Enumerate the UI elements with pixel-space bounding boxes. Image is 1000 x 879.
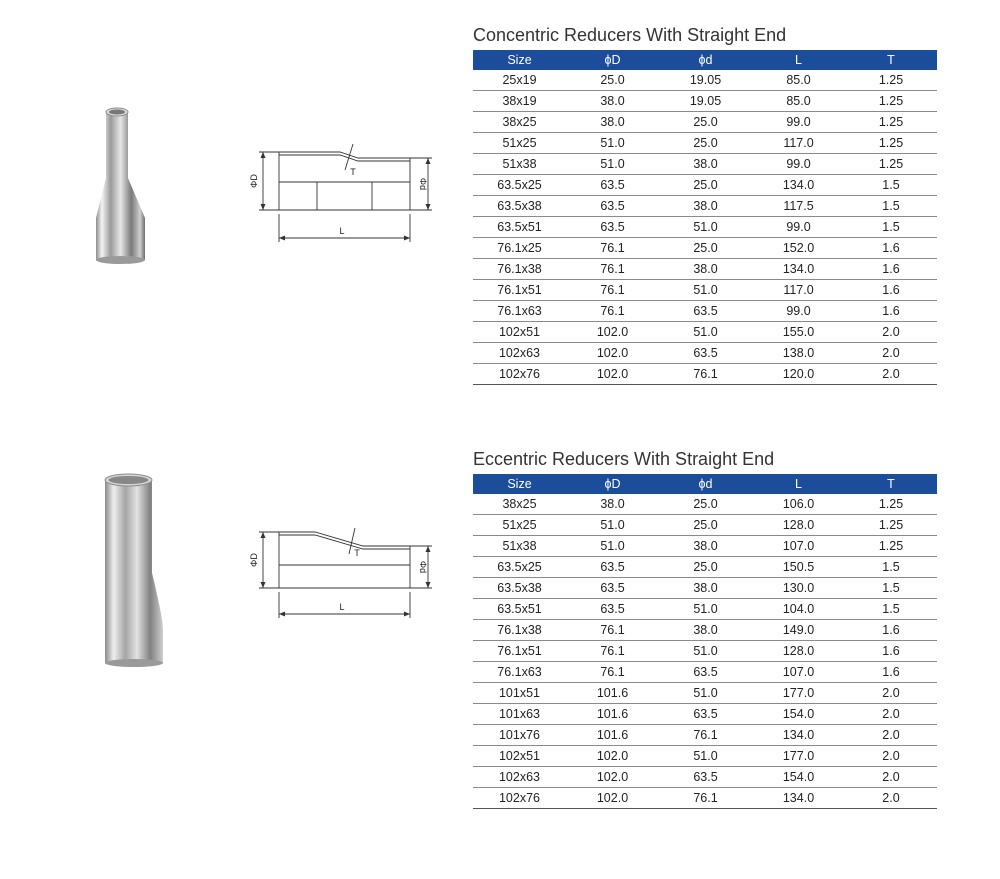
size-cell: 76.1x38	[473, 259, 566, 280]
table-row	[473, 725, 937, 746]
table-row	[473, 238, 937, 259]
size-cell: 102x76	[473, 364, 566, 385]
table-row	[473, 515, 937, 536]
length-cell: 106.0	[752, 494, 845, 515]
table-row	[473, 599, 937, 620]
concentric-title: Concentric Reducers With Straight End	[473, 25, 787, 45]
thickness-cell: 1.6	[845, 641, 937, 662]
outer-diameter-cell: 63.5	[566, 175, 659, 196]
inner-diameter-cell: 19.05	[659, 70, 752, 91]
outer-diameter-cell: 101.6	[566, 683, 659, 704]
thickness-cell: 1.25	[845, 70, 937, 91]
inner-diameter-cell: 25.0	[659, 175, 752, 196]
thickness-cell: 1.6	[845, 620, 937, 641]
length-cell: 134.0	[752, 259, 845, 280]
table-row	[473, 217, 937, 238]
outer-diameter-cell: 76.1	[566, 620, 659, 641]
size-cell: 102x51	[473, 322, 566, 343]
thickness-cell: 1.25	[845, 91, 937, 112]
outer-diameter-cell: 101.6	[566, 725, 659, 746]
column-header-inner-diameter: ϕd	[659, 50, 752, 70]
thickness-cell: 2.0	[845, 322, 937, 343]
outer-diameter-cell: 63.5	[566, 196, 659, 217]
length-cell: 99.0	[752, 112, 845, 133]
thickness-cell: 1.25	[845, 154, 937, 175]
outer-diameter-cell: 102.0	[566, 343, 659, 364]
thickness-cell: 2.0	[845, 725, 937, 746]
length-cell: 134.0	[752, 788, 845, 809]
length-cell: 134.0	[752, 175, 845, 196]
size-cell: 63.5x38	[473, 196, 566, 217]
inner-diameter-cell: 51.0	[659, 746, 752, 767]
column-header-outer-diameter: ϕD	[566, 474, 659, 494]
length-cell: 99.0	[752, 217, 845, 238]
thickness-cell: 1.5	[845, 196, 937, 217]
outer-diameter-cell: 76.1	[566, 280, 659, 301]
table-row	[473, 683, 937, 704]
outer-diameter-cell: 102.0	[566, 746, 659, 767]
column-header-length: L	[752, 474, 845, 494]
length-cell: 117.0	[752, 280, 845, 301]
outer-diameter-cell: 101.6	[566, 704, 659, 725]
length-cell: 117.5	[752, 196, 845, 217]
inner-diameter-cell: 25.0	[659, 238, 752, 259]
thickness-cell: 2.0	[845, 746, 937, 767]
inner-diameter-cell: 51.0	[659, 217, 752, 238]
inner-diameter-cell: 38.0	[659, 536, 752, 557]
inner-diameter-cell: 38.0	[659, 154, 752, 175]
table-row	[473, 133, 937, 154]
outer-diameter-cell: 38.0	[566, 112, 659, 133]
thickness-cell: 2.0	[845, 788, 937, 809]
size-cell: 51x38	[473, 154, 566, 175]
length-cell: 128.0	[752, 515, 845, 536]
size-cell: 101x63	[473, 704, 566, 725]
eccentric-reducer-photo	[95, 468, 180, 668]
outer-diameter-cell: 25.0	[566, 70, 659, 91]
thickness-cell: 1.6	[845, 259, 937, 280]
eccentric-title: Eccentric Reducers With Straight End	[473, 449, 775, 469]
length-cell: 149.0	[752, 620, 845, 641]
outer-diameter-cell: 63.5	[566, 599, 659, 620]
table-row	[473, 343, 937, 364]
table-row	[473, 322, 937, 343]
inner-diameter-cell: 51.0	[659, 683, 752, 704]
size-cell: 102x63	[473, 343, 566, 364]
thickness-cell: 2.0	[845, 683, 937, 704]
table-row	[473, 746, 937, 767]
size-cell: 63.5x51	[473, 217, 566, 238]
outer-diameter-cell: 76.1	[566, 301, 659, 322]
thickness-cell: 2.0	[845, 767, 937, 788]
concentric-reducer-photo	[90, 100, 170, 265]
table-row	[473, 301, 937, 322]
table-row	[473, 641, 937, 662]
table-row	[473, 494, 937, 515]
concentric-phi-D-label: ΦD	[249, 174, 259, 188]
concentric-L-label: L	[339, 226, 345, 236]
inner-diameter-cell: 63.5	[659, 767, 752, 788]
outer-diameter-cell: 102.0	[566, 322, 659, 343]
outer-diameter-cell: 51.0	[566, 536, 659, 557]
eccentric-phi-d-label: Φd	[418, 560, 428, 574]
size-cell: 102x51	[473, 746, 566, 767]
inner-diameter-cell: 63.5	[659, 301, 752, 322]
column-header-size: Size	[473, 50, 566, 70]
table-row	[473, 196, 937, 217]
inner-diameter-cell: 51.0	[659, 599, 752, 620]
length-cell: 138.0	[752, 343, 845, 364]
length-cell: 120.0	[752, 364, 845, 385]
inner-diameter-cell: 63.5	[659, 343, 752, 364]
size-cell: 76.1x51	[473, 641, 566, 662]
length-cell: 85.0	[752, 91, 845, 112]
length-cell: 177.0	[752, 683, 845, 704]
length-cell: 154.0	[752, 704, 845, 725]
table-row	[473, 70, 937, 91]
outer-diameter-cell: 76.1	[566, 259, 659, 280]
column-header-outer-diameter: ϕD	[566, 50, 659, 70]
thickness-cell: 1.5	[845, 557, 937, 578]
inner-diameter-cell: 25.0	[659, 133, 752, 154]
size-cell: 38x25	[473, 494, 566, 515]
length-cell: 104.0	[752, 599, 845, 620]
inner-diameter-cell: 76.1	[659, 364, 752, 385]
outer-diameter-cell: 38.0	[566, 91, 659, 112]
inner-diameter-cell: 25.0	[659, 112, 752, 133]
size-cell: 25x19	[473, 70, 566, 91]
size-cell: 101x76	[473, 725, 566, 746]
thickness-cell: 1.6	[845, 301, 937, 322]
size-cell: 51x25	[473, 133, 566, 154]
inner-diameter-cell: 38.0	[659, 578, 752, 599]
size-cell: 76.1x63	[473, 662, 566, 683]
thickness-cell: 2.0	[845, 343, 937, 364]
table-row	[473, 578, 937, 599]
column-header-thickness: T	[845, 50, 937, 70]
table-header-row	[473, 474, 937, 494]
thickness-cell: 1.25	[845, 494, 937, 515]
thickness-cell: 2.0	[845, 364, 937, 385]
eccentric-T-label: T	[354, 548, 360, 558]
inner-diameter-cell: 51.0	[659, 280, 752, 301]
outer-diameter-cell: 51.0	[566, 154, 659, 175]
length-cell: 134.0	[752, 725, 845, 746]
size-cell: 101x51	[473, 683, 566, 704]
column-header-thickness: T	[845, 474, 937, 494]
thickness-cell: 1.5	[845, 175, 937, 196]
size-cell: 63.5x38	[473, 578, 566, 599]
inner-diameter-cell: 38.0	[659, 196, 752, 217]
outer-diameter-cell: 76.1	[566, 238, 659, 259]
outer-diameter-cell: 102.0	[566, 788, 659, 809]
outer-diameter-cell: 38.0	[566, 494, 659, 515]
table-row	[473, 788, 937, 809]
size-cell: 63.5x51	[473, 599, 566, 620]
concentric-section	[0, 0, 1000, 420]
size-cell: 51x38	[473, 536, 566, 557]
size-cell: 76.1x63	[473, 301, 566, 322]
concentric-reducer-drawing	[245, 130, 445, 245]
eccentric-section	[0, 440, 1000, 879]
thickness-cell: 1.6	[845, 280, 937, 301]
inner-diameter-cell: 38.0	[659, 620, 752, 641]
thickness-cell: 2.0	[845, 704, 937, 725]
length-cell: 117.0	[752, 133, 845, 154]
table-row	[473, 259, 937, 280]
thickness-cell: 1.25	[845, 536, 937, 557]
column-header-length: L	[752, 50, 845, 70]
inner-diameter-cell: 76.1	[659, 788, 752, 809]
column-header-size: Size	[473, 474, 566, 494]
table-row	[473, 364, 937, 385]
concentric-phi-d-label: Φd	[418, 177, 428, 191]
inner-diameter-cell: 25.0	[659, 557, 752, 578]
thickness-cell: 1.25	[845, 133, 937, 154]
size-cell: 38x19	[473, 91, 566, 112]
length-cell: 155.0	[752, 322, 845, 343]
thickness-cell: 1.6	[845, 662, 937, 683]
eccentric-phi-D-label: ΦD	[249, 553, 259, 567]
length-cell: 99.0	[752, 154, 845, 175]
table-row	[473, 704, 937, 725]
size-cell: 76.1x38	[473, 620, 566, 641]
outer-diameter-cell: 102.0	[566, 364, 659, 385]
inner-diameter-cell: 38.0	[659, 259, 752, 280]
eccentric-spec-table	[473, 474, 937, 809]
length-cell: 150.5	[752, 557, 845, 578]
table-row	[473, 536, 937, 557]
concentric-T-label: T	[350, 167, 356, 177]
length-cell: 177.0	[752, 746, 845, 767]
length-cell: 99.0	[752, 301, 845, 322]
size-cell: 63.5x25	[473, 175, 566, 196]
thickness-cell: 1.6	[845, 238, 937, 259]
length-cell: 107.0	[752, 662, 845, 683]
inner-diameter-cell: 25.0	[659, 494, 752, 515]
table-row	[473, 767, 937, 788]
table-row	[473, 557, 937, 578]
thickness-cell: 1.5	[845, 599, 937, 620]
size-cell: 76.1x51	[473, 280, 566, 301]
table-row	[473, 175, 937, 196]
inner-diameter-cell: 51.0	[659, 641, 752, 662]
thickness-cell: 1.25	[845, 112, 937, 133]
outer-diameter-cell: 63.5	[566, 217, 659, 238]
table-row	[473, 154, 937, 175]
inner-diameter-cell: 63.5	[659, 662, 752, 683]
length-cell: 154.0	[752, 767, 845, 788]
length-cell: 130.0	[752, 578, 845, 599]
inner-diameter-cell: 19.05	[659, 91, 752, 112]
inner-diameter-cell: 63.5	[659, 704, 752, 725]
thickness-cell: 1.25	[845, 515, 937, 536]
table-row	[473, 620, 937, 641]
outer-diameter-cell: 51.0	[566, 133, 659, 154]
concentric-spec-table	[473, 50, 937, 385]
size-cell: 76.1x25	[473, 238, 566, 259]
size-cell: 63.5x25	[473, 557, 566, 578]
inner-diameter-cell: 25.0	[659, 515, 752, 536]
column-header-inner-diameter: ϕd	[659, 474, 752, 494]
thickness-cell: 1.5	[845, 217, 937, 238]
eccentric-reducer-drawing	[245, 520, 445, 620]
length-cell: 85.0	[752, 70, 845, 91]
eccentric-L-label: L	[339, 602, 345, 612]
size-cell: 38x25	[473, 112, 566, 133]
thickness-cell: 1.5	[845, 578, 937, 599]
length-cell: 128.0	[752, 641, 845, 662]
outer-diameter-cell: 63.5	[566, 578, 659, 599]
inner-diameter-cell: 51.0	[659, 322, 752, 343]
outer-diameter-cell: 102.0	[566, 767, 659, 788]
length-cell: 107.0	[752, 536, 845, 557]
table-header-row	[473, 50, 937, 70]
length-cell: 152.0	[752, 238, 845, 259]
size-cell: 102x63	[473, 767, 566, 788]
outer-diameter-cell: 76.1	[566, 641, 659, 662]
inner-diameter-cell: 76.1	[659, 725, 752, 746]
table-row	[473, 662, 937, 683]
table-row	[473, 112, 937, 133]
table-row	[473, 91, 937, 112]
outer-diameter-cell: 76.1	[566, 662, 659, 683]
outer-diameter-cell: 51.0	[566, 515, 659, 536]
size-cell: 102x76	[473, 788, 566, 809]
size-cell: 51x25	[473, 515, 566, 536]
table-row	[473, 280, 937, 301]
outer-diameter-cell: 63.5	[566, 557, 659, 578]
